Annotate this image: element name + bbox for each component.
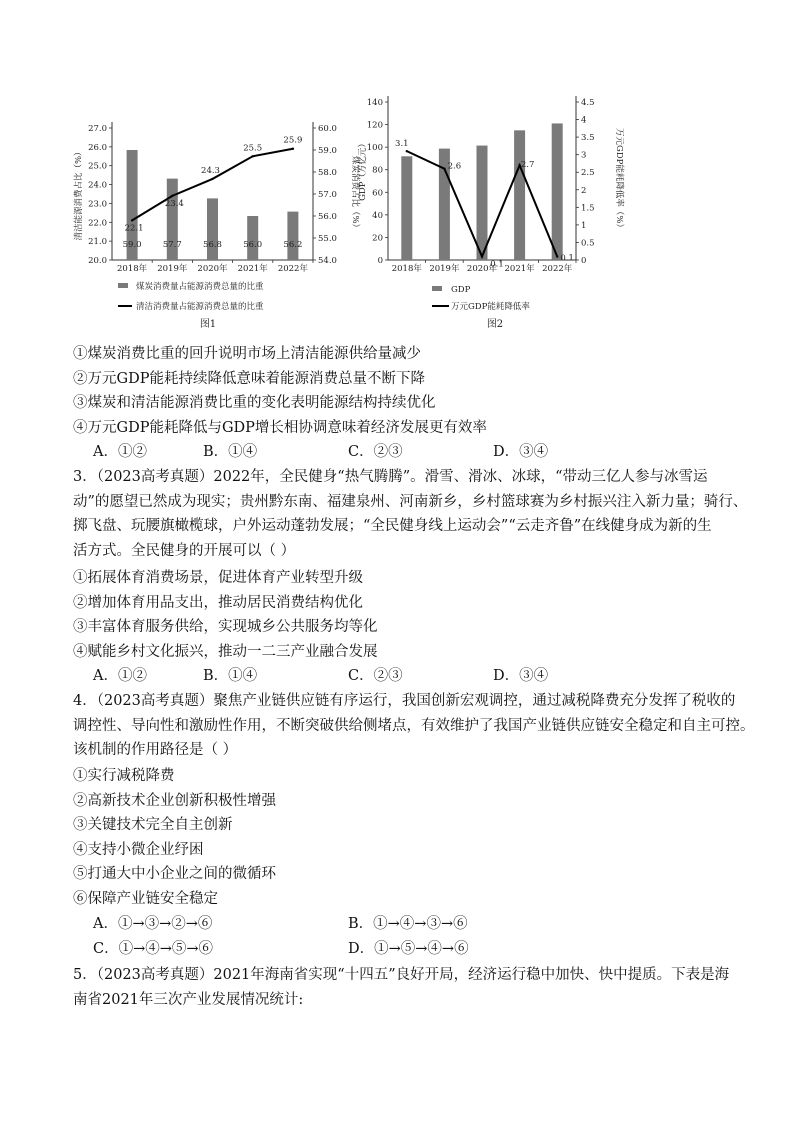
chart1-legend-bar-label: 煤炭消费量占能源消费总量的比重 <box>136 282 264 292</box>
chart2-line-point <box>443 168 445 170</box>
chart2-x-tick-label: 2021年 <box>504 264 535 274</box>
chart1-left-tick-label: 20.0 <box>88 256 107 266</box>
chart1-line-value-label: 25.5 <box>243 143 263 154</box>
chart1-line-value-label: 24.3 <box>201 165 220 176</box>
chart1-bar <box>287 212 298 260</box>
chart2-right-tick-label: 1 <box>581 220 587 231</box>
q3-statement-2: ②增加体育用品支出，推动居民消费结构优化 <box>73 594 363 611</box>
chart2-legend-bar-swatch <box>432 286 442 291</box>
chart1-line-point <box>211 178 213 180</box>
chart1-right-tick-label: 58.0 <box>318 168 337 178</box>
chart2-bar <box>477 146 488 260</box>
chart2-legend-bar-label: GDP <box>451 285 471 295</box>
chart1-bar-value-label: 56.2 <box>283 240 303 250</box>
q4-option-b[interactable]: B．①→④→③→⑥ <box>348 916 468 932</box>
chart1-line-value-label: 25.9 <box>283 135 303 146</box>
chart1-left-tick-label: 27.0 <box>88 124 107 134</box>
chart2-caption: 图2 <box>486 319 504 330</box>
chart2-left-tick-label: 60 <box>372 188 383 199</box>
chart2-left-axis-title: GDP（万亿元） <box>358 139 368 201</box>
q4-statement-2: ②高新技术企业创新积极性增强 <box>73 792 276 809</box>
chart2-left-tick-label: 20 <box>372 233 383 244</box>
chart2-bar <box>401 156 412 260</box>
chart1-x-tick-label: 2020年 <box>197 264 228 274</box>
q3-statement-4: ④赋能乡村文化振兴，推动一二三产业融合发展 <box>73 643 378 660</box>
chart2-line-value-label: 3.1 <box>395 139 409 150</box>
q2-statement-3: ③煤炭和清洁能源消费比重的变化表明能源结构持续优化 <box>73 395 436 411</box>
q2-statement-2: ②万元GDP能耗持续降低意味着能源消费总量不断下降 <box>73 370 425 387</box>
chart1-left-axis-title: 清洁能源消费占比（%） <box>74 147 84 241</box>
chart1-bar-value-label: 56.0 <box>243 240 263 250</box>
chart1-left-tick-label: 23.0 <box>88 199 107 210</box>
chart1-caption: 图1 <box>199 319 217 330</box>
q2-option-d[interactable]: D．③④ <box>493 444 549 460</box>
chart2-right-tick-label: 0.5 <box>581 238 595 249</box>
q3-option-b[interactable]: B．①④ <box>203 668 258 684</box>
chart-2-gdp-energy-reduction <box>355 90 630 332</box>
chart1-line-point <box>292 148 294 150</box>
q3-statement-1: ①拓展体育消费场景，促进体育产业转型升级 <box>73 570 363 586</box>
chart1-right-tick-label: 55.0 <box>318 234 337 244</box>
chart2-left-tick-label: 140 <box>366 98 383 108</box>
chart1-right-axis-title: 煤炭消费占比（%） <box>350 155 360 233</box>
chart2-line-point <box>556 255 558 257</box>
q3-stem-line-1: 3．（2023高考真题）2022年，全民健身“热气腾腾”。滑雪、滑冰、冰球，“带动三亿人参与冰雪运 <box>73 469 708 485</box>
chart2-line-value-label: 2.7 <box>520 160 535 171</box>
chart1-line-point <box>131 219 133 221</box>
chart1-right-tick-label: 57.0 <box>318 190 337 200</box>
q2-option-a[interactable]: A．①② <box>93 444 147 460</box>
chart1-right-tick-label: 54.0 <box>318 256 337 266</box>
chart2-bar <box>552 123 563 260</box>
chart1-bar <box>207 198 218 260</box>
q3-option-c[interactable]: C．②③ <box>348 668 403 684</box>
chart2-left-tick-label: 80 <box>372 165 383 176</box>
q4-stem-line-3: 该机制的作用路径是（ ） <box>73 742 238 758</box>
chart-1-coal-clean-energy <box>70 100 370 332</box>
chart1-bar-value-label: 57.7 <box>162 240 182 250</box>
chart1-line-point <box>171 195 173 197</box>
q4-stem-line-1: 4．（2023高考真题）聚焦产业链供应链有序运行，我国创新宏观调控，通过减税降费充分发挥了税收的 <box>73 693 736 709</box>
q3-statement-3: ③丰富体育服务供给，实现城乡公共服务均等化 <box>73 619 378 635</box>
q3-stem-line-4: 活方式。全民健身的开展可以（ ） <box>73 542 296 559</box>
chart1-x-tick-label: 2022年 <box>277 264 308 274</box>
chart1-legend-bar-swatch <box>118 283 128 288</box>
q4-stem-line-2: 调控性、导向性和激励性作用，不断突破供给侧堵点，有效维护了我国产业链供应链安全稳定和自主可控。 <box>73 717 755 734</box>
chart2-legend-line-label: 万元GDP能耗降低率 <box>451 302 530 312</box>
chart1-x-tick-label: 2018年 <box>117 264 148 274</box>
chart2-right-tick-label: 3.5 <box>581 133 595 144</box>
q2-option-b[interactable]: B．①④ <box>203 444 258 460</box>
chart2-line-value-label: 2.6 <box>447 161 462 172</box>
chart2-right-tick-label: 4 <box>581 115 587 126</box>
chart1-right-tick-label: 60.0 <box>318 124 337 134</box>
q4-option-c[interactable]: C．①→④→⑤→⑥ <box>93 941 214 957</box>
q5-stem-line-2: 南省2021年三次产业发展情况统计: <box>73 991 304 1008</box>
chart1-line-value-label: 22.1 <box>124 223 144 234</box>
q4-statement-1: ①实行减税降费 <box>73 768 175 784</box>
q4-statement-6: ⑥保障产业链安全稳定 <box>73 890 218 907</box>
chart2-right-tick-label: 0 <box>581 256 587 266</box>
chart2-line-point <box>481 255 483 257</box>
chart2-x-tick-label: 2020年 <box>466 264 498 274</box>
q2-statement-1: ①煤炭消费比重的回升说明市场上清洁能源供给量减少 <box>73 346 421 362</box>
chart2-bar <box>514 130 525 260</box>
chart2-x-tick-label: 2018年 <box>391 264 422 274</box>
chart1-legend-line-label: 清洁消费量占能源消费总量的比重 <box>136 302 264 312</box>
q3-stem-line-2: 动”的愿望已然成为现实；贵州黔东南、福建泉州、河南新乡，乡村篮球赛为乡村振兴注入新力量；骑行、 <box>73 493 748 510</box>
chart2-x-tick-label: 2019年 <box>429 264 460 274</box>
chart1-x-tick-label: 2019年 <box>157 264 188 274</box>
q3-stem-line-3: 掷飞盘、玩腰旗橄榄球，户外运动蓬勃发展；“全民健身线上运动会”“云走齐鲁”在线健身成为新的生 <box>73 518 712 534</box>
chart2-left-tick-label: 40 <box>372 210 383 221</box>
chart2-right-tick-label: 4.5 <box>581 98 595 108</box>
chart2-right-axis-title: 万元GDP能耗降低率（%） <box>614 128 624 232</box>
q3-option-d[interactable]: D．③④ <box>493 668 549 684</box>
q5-stem-line-1: 5．（2023高考真题）2021年海南省实现“十四五”良好开局，经济运行稳中加快、快中提质。下表是海 <box>73 967 730 983</box>
chart2-right-tick-label: 2 <box>581 185 587 196</box>
chart1-line-point <box>252 155 254 157</box>
chart1-right-tick-label: 59.0 <box>318 146 337 156</box>
chart1-line-value-label: 23.4 <box>164 198 184 209</box>
chart2-left-tick-label: 100 <box>366 143 383 154</box>
chart1-bar-value-label: 59.0 <box>122 240 142 250</box>
chart2-x-tick-label: 2022年 <box>542 264 573 274</box>
q4-statement-5: ⑤打通大中小企业之间的微循环 <box>73 866 276 882</box>
q2-statement-4: ④万元GDP能耗降低与GDP增长相协调意味着经济发展更有效率 <box>73 419 487 436</box>
chart1-left-tick-label: 21.0 <box>88 237 107 248</box>
chart2-right-tick-label: 1.5 <box>581 203 595 214</box>
chart2-right-tick-label: 2.5 <box>581 168 595 179</box>
chart2-line-value-label: 0.1 <box>490 259 504 270</box>
chart1-bar <box>247 216 258 260</box>
chart1-left-tick-label: 22.0 <box>88 218 107 229</box>
chart1-right-tick-label: 56.0 <box>318 212 337 222</box>
q3-option-a[interactable]: A．①② <box>93 668 147 684</box>
chart2-left-tick-label: 120 <box>366 120 383 131</box>
q4-option-d[interactable]: D．①→⑤→④→⑥ <box>348 941 469 957</box>
chart1-x-tick-label: 2021年 <box>237 264 268 274</box>
chart2-left-tick-label: 0 <box>377 256 383 266</box>
chart2-line-value-label: 0.1 <box>560 253 574 264</box>
chart1-left-tick-label: 26.0 <box>88 142 107 153</box>
chart1-left-tick-label: 25.0 <box>88 161 107 172</box>
chart1-left-tick-label: 24.0 <box>88 180 107 191</box>
q4-statement-4: ④支持小微企业纾困 <box>73 841 204 858</box>
chart2-right-tick-label: 3 <box>581 150 587 161</box>
chart2-line-point <box>406 150 408 152</box>
q2-option-c[interactable]: C．②③ <box>348 444 403 460</box>
q4-option-a[interactable]: A．①→③→②→⑥ <box>93 916 213 932</box>
chart1-bar-value-label: 56.8 <box>203 240 222 250</box>
q4-statement-3: ③关键技术完全自主创新 <box>73 817 233 833</box>
